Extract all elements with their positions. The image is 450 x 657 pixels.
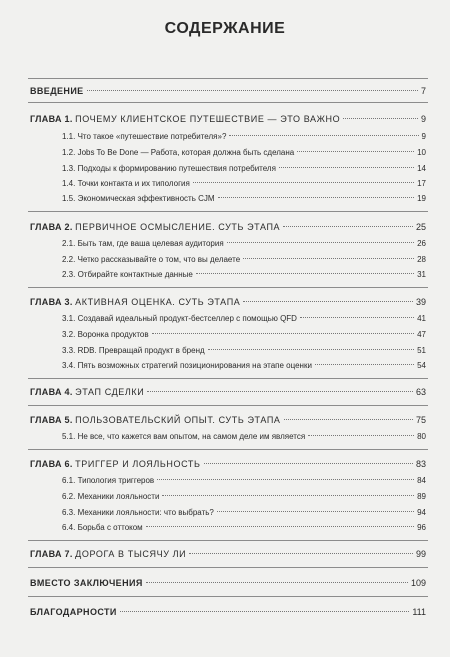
section-title: 5.1. Не все, что кажется вам опытом, на самом деле им является [62, 432, 306, 441]
page-number: 19 [417, 194, 426, 203]
page-title: СОДЕРЖАНИЕ [164, 20, 286, 37]
chapter-number: ГЛАВА 1. [30, 114, 73, 124]
section-title: 2.1. Быть там, где ваша целевая аудитория [62, 239, 224, 248]
divider [28, 287, 428, 288]
toc-section[interactable] [62, 237, 426, 251]
toc-section[interactable] [62, 177, 426, 191]
page-number: 99 [415, 549, 426, 559]
page-number: 14 [417, 164, 426, 173]
toc-section[interactable] [62, 521, 426, 535]
toc-section[interactable] [62, 430, 426, 444]
page-number: 47 [417, 330, 426, 339]
dot-leader [297, 151, 414, 152]
toc-section[interactable] [62, 146, 426, 160]
page-number: 89 [417, 492, 426, 501]
page-number: 28 [417, 255, 426, 264]
page-number: 84 [417, 476, 426, 485]
page-number: 94 [417, 508, 426, 517]
section-title: 2.2. Четко рассказывайте о том, что вы делаете [62, 255, 241, 264]
page-number: 83 [415, 459, 426, 469]
section-title: 1.1. Что такое «путешествие потребителя»? [62, 132, 227, 141]
section-title: 3.3. RDB. Превращай продукт в бренд [62, 346, 205, 355]
page-number: 41 [417, 314, 426, 323]
divider [28, 567, 428, 568]
dot-leader [343, 118, 418, 119]
chapter-number: ГЛАВА 7. [30, 549, 73, 559]
divider [28, 78, 428, 79]
dot-leader [87, 90, 418, 91]
toc-section[interactable] [62, 490, 426, 504]
chapter-title: БЛАГОДАРНОСТИ [30, 607, 117, 617]
divider [28, 540, 428, 541]
toc-section[interactable] [62, 268, 426, 282]
toc-section[interactable] [62, 162, 426, 176]
section-title: 3.1. Создавай идеальный продукт-бестселлер с помощью QFD [62, 314, 297, 323]
divider [28, 449, 428, 450]
toc-chapter-4[interactable] [30, 385, 426, 399]
dot-leader [283, 226, 413, 227]
page-number: 63 [415, 387, 426, 397]
chapter-number: ГЛАВА 2. [30, 222, 73, 232]
dot-leader [243, 258, 414, 259]
dot-leader [146, 526, 414, 527]
page-number: 9 [420, 114, 426, 124]
chapter-title: ЭТАП СДЕЛКИ [75, 387, 145, 397]
dot-leader [162, 495, 414, 496]
toc-section[interactable] [62, 344, 426, 358]
toc-chapter-intro[interactable] [30, 84, 426, 98]
toc-section[interactable] [62, 253, 426, 267]
section-title: 2.3. Отбирайте контактные данные [62, 270, 193, 279]
page-number: 17 [417, 179, 426, 188]
section-title: 6.1. Типология триггеров [62, 476, 155, 485]
toc-section[interactable] [62, 474, 426, 488]
divider [28, 405, 428, 406]
section-title: 3.4. Пять возможных стратегий позиционирования на этапе оценки [62, 361, 312, 370]
chapter-title: ПЕРВИЧНОЕ ОСМЫСЛЕНИЕ. СУТЬ ЭТАПА [75, 222, 281, 232]
section-title: 1.2. Jobs To Be Done — Работа, которая должна быть сделана [62, 148, 295, 157]
toc-chapter-2[interactable] [30, 220, 426, 234]
dot-leader [208, 349, 414, 350]
chapter-number: ГЛАВА 5. [30, 415, 73, 425]
dot-leader [189, 553, 413, 554]
chapter-number: ГЛАВА 6. [30, 459, 73, 469]
section-title: 6.4. Борьба с оттоком [62, 523, 143, 532]
dot-leader [157, 479, 414, 480]
dot-leader [120, 611, 410, 612]
toc-chapter-conclusion[interactable] [30, 576, 426, 590]
chapter-title: ТРИГГЕР И ЛОЯЛЬНОСТЬ [75, 459, 201, 469]
toc-chapter-7[interactable] [30, 547, 426, 561]
page-number: 9 [421, 132, 426, 141]
toc-section[interactable] [62, 192, 426, 206]
dot-leader [229, 135, 418, 136]
dot-leader [284, 419, 413, 420]
toc-section[interactable] [62, 312, 426, 326]
toc-chapter-6[interactable] [30, 457, 426, 471]
chapter-title: ВВЕДЕНИЕ [30, 86, 84, 96]
chapter-title: АКТИВНАЯ ОЦЕНКА. СУТЬ ЭТАПА [75, 297, 241, 307]
toc-chapter-acknowledgements[interactable] [30, 605, 426, 619]
toc-section[interactable] [62, 130, 426, 144]
toc-chapter-5[interactable] [30, 413, 426, 427]
chapter-title: ВМЕСТО ЗАКЛЮЧЕНИЯ [30, 578, 143, 588]
page-number: 39 [415, 297, 426, 307]
chapter-title: ДОРОГА В ТЫСЯЧУ ЛИ [75, 549, 187, 559]
dot-leader [300, 317, 414, 318]
divider [28, 102, 428, 103]
divider [28, 211, 428, 212]
page-number: 7 [420, 86, 426, 96]
toc-section[interactable] [62, 359, 426, 373]
chapter-number: ГЛАВА 4. [30, 387, 73, 397]
chapter-title: ПОЧЕМУ КЛИЕНТСКОЕ ПУТЕШЕСТВИЕ — ЭТО ВАЖНО [75, 114, 341, 124]
dot-leader [308, 435, 414, 436]
dot-leader [227, 242, 414, 243]
page-number: 10 [417, 148, 426, 157]
section-title: 1.5. Экономическая эффективность CJM [62, 194, 215, 203]
chapter-title: ПОЛЬЗОВАТЕЛЬСКИЙ ОПЫТ. СУТЬ ЭТАПА [75, 415, 281, 425]
dot-leader [279, 167, 414, 168]
page-number: 25 [415, 222, 426, 232]
section-title: 6.3. Механики лояльности: что выбрать? [62, 508, 214, 517]
dot-leader [152, 333, 414, 334]
page-number: 80 [417, 432, 426, 441]
page-number: 109 [410, 578, 426, 588]
dot-leader [147, 391, 413, 392]
page-number: 111 [412, 607, 426, 617]
section-title: 1.4. Точки контакта и их типология [62, 179, 190, 188]
chapter-number: ГЛАВА 3. [30, 297, 73, 307]
toc-section[interactable] [62, 328, 426, 342]
dot-leader [204, 463, 413, 464]
section-title: 6.2. Механики лояльности [62, 492, 160, 501]
toc-section[interactable] [62, 506, 426, 520]
dot-leader [243, 301, 413, 302]
dot-leader [146, 582, 408, 583]
divider [28, 378, 428, 379]
page-number: 54 [417, 361, 426, 370]
dot-leader [315, 364, 414, 365]
section-title: 3.2. Воронка продуктов [62, 330, 149, 339]
dot-leader [218, 197, 415, 198]
page-number: 26 [417, 239, 426, 248]
dot-leader [193, 182, 414, 183]
dot-leader [217, 511, 414, 512]
toc-chapter-1[interactable] [30, 112, 426, 126]
page-number: 96 [417, 523, 426, 532]
page-number: 75 [415, 415, 426, 425]
divider [28, 596, 428, 597]
dot-leader [196, 273, 414, 274]
section-title: 1.3. Подходы к формированию путешествия потребителя [62, 164, 276, 173]
page-number: 51 [417, 346, 426, 355]
page-number: 31 [417, 270, 426, 279]
toc-chapter-3[interactable] [30, 295, 426, 309]
